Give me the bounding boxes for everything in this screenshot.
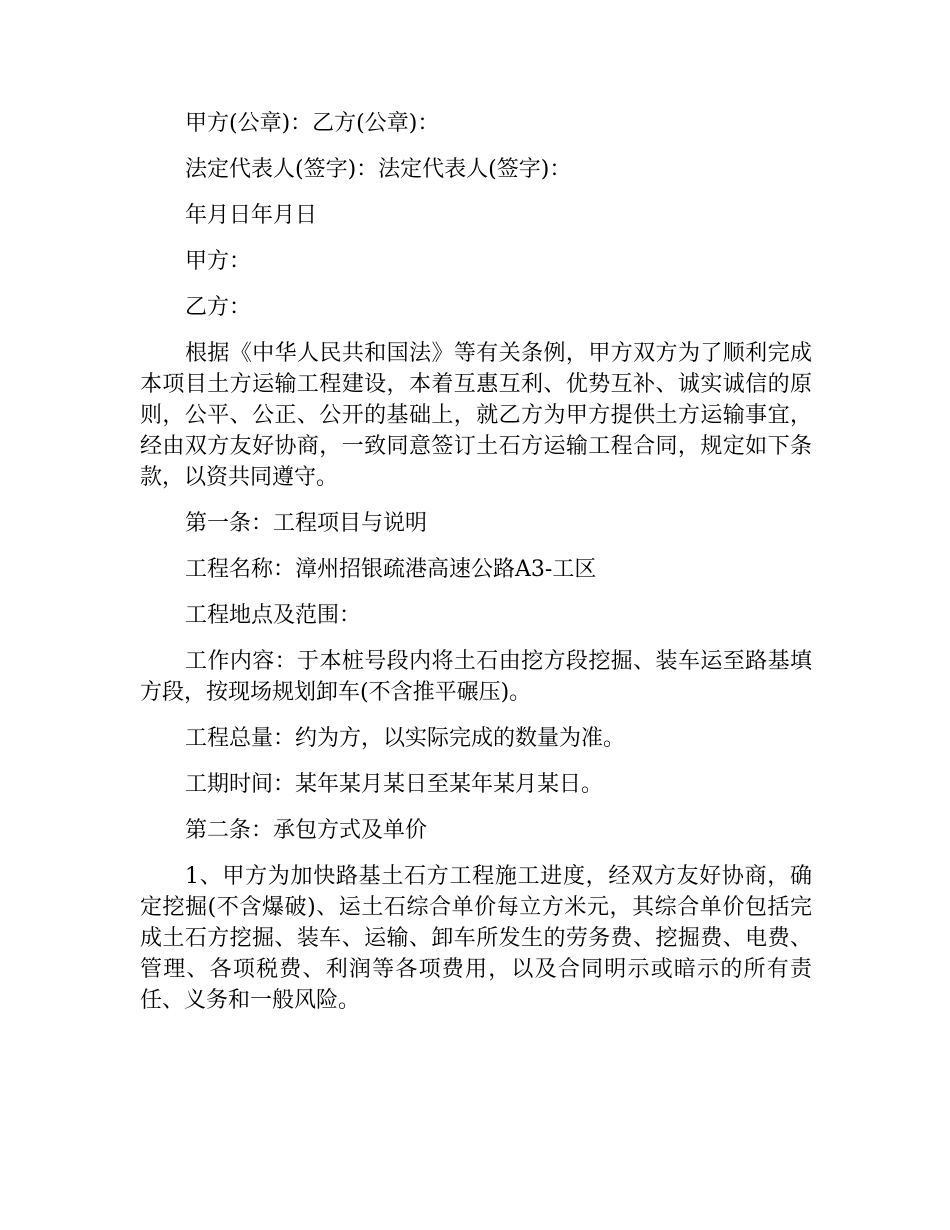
project-name-line: 工程名称：漳州招银疏港高速公路A3-工区 <box>185 557 597 582</box>
party-b-line: 乙方： <box>185 295 252 320</box>
signature-line-dates: 年月日年月日 <box>185 203 318 228</box>
pricing-clause-paragraph: 1、甲方为加快路基土石方工程施工进度，经双方友好协商，确定挖掘(不含爆破)、运土石综合单价每立方米元，其综合单价包括完成土石方挖掘、装车、运输、卸车所发生的劳务费、挖掘费、电费、管理、各项税费、利润等各项费用，以及合同明示或暗示的所有责任、义务和一般风险。 <box>140 864 812 1013</box>
signature-line-seals: 甲方(公章)：乙方(公章)： <box>185 111 440 136</box>
work-content-paragraph: 工作内容：于本桩号段内将土石由挖方段挖掘、装车运至路基填方段，按现场规划卸车(不含推平碾压)。 <box>140 649 812 705</box>
preamble-paragraph: 根据《中华人民共和国法》等有关条例，甲方双方为了顺利完成本项目土方运输工程建设，本着互惠互利、优势互补、诚实诚信的原则，公平、公正、公开的基础上，就乙方为甲方提供土方运输事宜，经由双方友好协商，一致同意签订土石方运输工程合同，规定如下条款，以资共同遵守。 <box>140 341 812 490</box>
total-quantity-line: 工程总量：约为方，以实际完成的数量为准。 <box>185 726 626 751</box>
signature-line-representatives: 法定代表人(签字)：法定代表人(签字)： <box>185 157 572 182</box>
document-page <box>140 108 812 1031</box>
article-1-heading: 第一条：工程项目与说明 <box>185 511 428 536</box>
project-location-line: 工程地点及范围： <box>185 603 362 628</box>
schedule-line: 工期时间：某年某月某日至某年某月某日。 <box>185 772 604 797</box>
article-2-heading: 第二条：承包方式及单价 <box>185 818 428 843</box>
party-a-line: 甲方： <box>185 249 252 274</box>
